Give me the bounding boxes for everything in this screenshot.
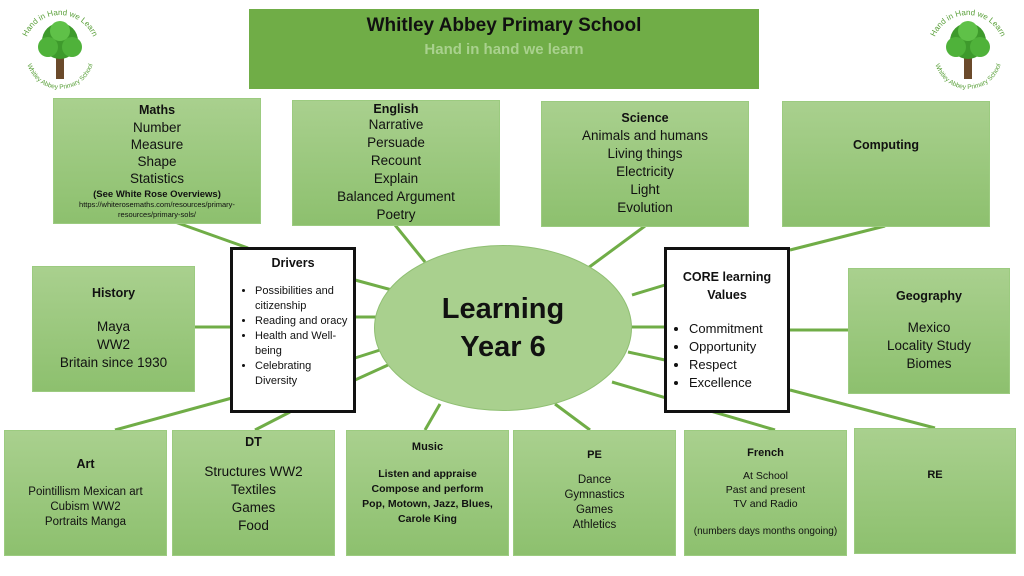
french-title: French: [747, 447, 784, 459]
core-subtitle: Values: [707, 288, 747, 302]
art-item: Pointillism Mexican art: [28, 485, 143, 498]
drivers-box: [230, 247, 356, 413]
core-item: • Excellence: [689, 374, 783, 392]
english-item: Poetry: [376, 207, 416, 222]
drivers-item: • Celebrating Diversity: [255, 359, 349, 389]
central-line-1: Learning: [441, 293, 565, 325]
re-title: RE: [927, 469, 943, 481]
maths-title: Maths: [138, 102, 176, 117]
central-topic: [374, 245, 632, 411]
history-item: WW2: [97, 337, 130, 352]
connector-core-1: [632, 285, 665, 295]
music-item: Pop, Motown, Jazz, Blues,: [362, 498, 493, 510]
connector-drivers-3: [355, 350, 380, 358]
maths-item: Shape: [137, 153, 177, 169]
french-item: Past and present: [725, 484, 806, 496]
core-values-box: [664, 247, 790, 413]
drivers-item: • Health and Well-being: [255, 329, 349, 359]
science-box: [541, 101, 749, 227]
computing-title: Computing: [853, 138, 919, 152]
pe-item: Games: [575, 504, 614, 516]
drivers-item: • Possibilities and citizenship: [255, 284, 349, 314]
history-title: History: [91, 286, 136, 300]
school-name: Whitley Abbey Primary School: [366, 15, 642, 36]
french-item: TV and Radio: [733, 498, 798, 510]
music-item: Compose and perform: [371, 483, 484, 495]
english-box: [292, 100, 500, 226]
history-box: [32, 266, 195, 392]
english-item: Balanced Argument: [337, 189, 455, 204]
science-item: Light: [630, 182, 660, 197]
maths-note: (See White Rose Overviews): [93, 188, 221, 200]
english-title: English: [373, 102, 419, 116]
core-item: • Respect: [689, 356, 783, 374]
connector-re: [790, 390, 935, 428]
connector-english: [395, 225, 425, 262]
connector-pe: [555, 404, 590, 430]
dt-item: Games: [231, 500, 276, 515]
geography-item: Locality Study: [886, 338, 972, 353]
school-logo-left: [14, 5, 106, 97]
dt-item: Structures WW2: [204, 464, 303, 479]
english-item: Recount: [370, 153, 422, 168]
maths-link[interactable]: https://whiterosemaths.com/resources/primary-: [79, 199, 235, 209]
school-logo-right: [922, 5, 1014, 97]
art-item: Portraits Manga: [44, 515, 127, 528]
geography-item: Biomes: [906, 356, 952, 371]
dt-item: Food: [238, 518, 269, 533]
connector-computing: [790, 226, 885, 250]
connector-maths: [175, 222, 248, 248]
science-item: Living things: [607, 146, 683, 161]
art-box: [4, 430, 167, 556]
connector-music: [425, 404, 440, 430]
dt-item: Textiles: [230, 482, 276, 497]
school-motto: Hand in hand we learn: [424, 41, 584, 58]
geography-title: Geography: [896, 289, 962, 303]
science-title: Science: [621, 111, 669, 125]
school-header: [249, 9, 759, 89]
maths-box: [53, 98, 261, 224]
logo-arc-bottom: Whitley Abbey Primary School: [25, 62, 95, 92]
english-item: Persuade: [367, 135, 425, 150]
pe-item: Dance: [577, 474, 612, 486]
core-item: • Commitment: [689, 320, 783, 338]
drivers-item: • Reading and oracy: [255, 314, 349, 329]
french-item: At School: [743, 470, 788, 482]
maths-item: Statistics: [129, 170, 184, 186]
logo-arc-top: Hand in Hand we Learn: [20, 7, 100, 38]
pe-box: [513, 430, 676, 556]
core-item: • Opportunity: [689, 338, 783, 356]
history-item: Britain since 1930: [59, 355, 168, 370]
music-item: Carole King: [398, 513, 457, 525]
art-item: Cubism WW2: [50, 500, 121, 513]
connector-drivers-1: [355, 280, 392, 290]
music-box: [346, 430, 509, 556]
history-item: Maya: [96, 319, 130, 334]
art-title: Art: [76, 456, 95, 471]
dt-box: [172, 430, 335, 556]
french-note: (numbers days months ongoing): [693, 526, 838, 537]
maths-link-cont[interactable]: resources/primary-sols/: [118, 209, 196, 219]
maths-item: Number: [132, 119, 181, 135]
science-item: Evolution: [617, 200, 673, 215]
science-item: Electricity: [616, 164, 674, 179]
dt-title: DT: [245, 435, 262, 449]
music-title: Music: [411, 441, 444, 453]
geography-item: Mexico: [907, 320, 951, 335]
english-item: Narrative: [368, 117, 424, 132]
logo-arc-bottom: Whitley Abbey Primary School: [933, 62, 1003, 92]
central-line-2: Year 6: [460, 331, 546, 363]
science-item: Animals and humans: [581, 128, 709, 143]
connector-dt: [255, 412, 290, 430]
computing-box: [782, 101, 990, 227]
maths-item: Measure: [130, 136, 184, 152]
core-title: CORE learning: [682, 270, 772, 284]
french-box: [684, 430, 847, 556]
pe-item: Athletics: [572, 519, 617, 531]
logo-arc-top: Hand in Hand we Learn: [928, 7, 1008, 38]
connector-drivers-4: [355, 365, 388, 380]
re-box: [854, 428, 1016, 554]
connector-science: [588, 226, 645, 268]
pe-title: PE: [587, 449, 602, 461]
connector-art: [115, 398, 232, 430]
music-item: Listen and appraise: [378, 468, 477, 480]
connector-core-3: [628, 352, 665, 360]
english-item: Explain: [373, 171, 419, 186]
pe-item: Gymnastics: [564, 489, 625, 501]
drivers-title: Drivers: [271, 256, 315, 270]
geography-box: [848, 268, 1010, 394]
